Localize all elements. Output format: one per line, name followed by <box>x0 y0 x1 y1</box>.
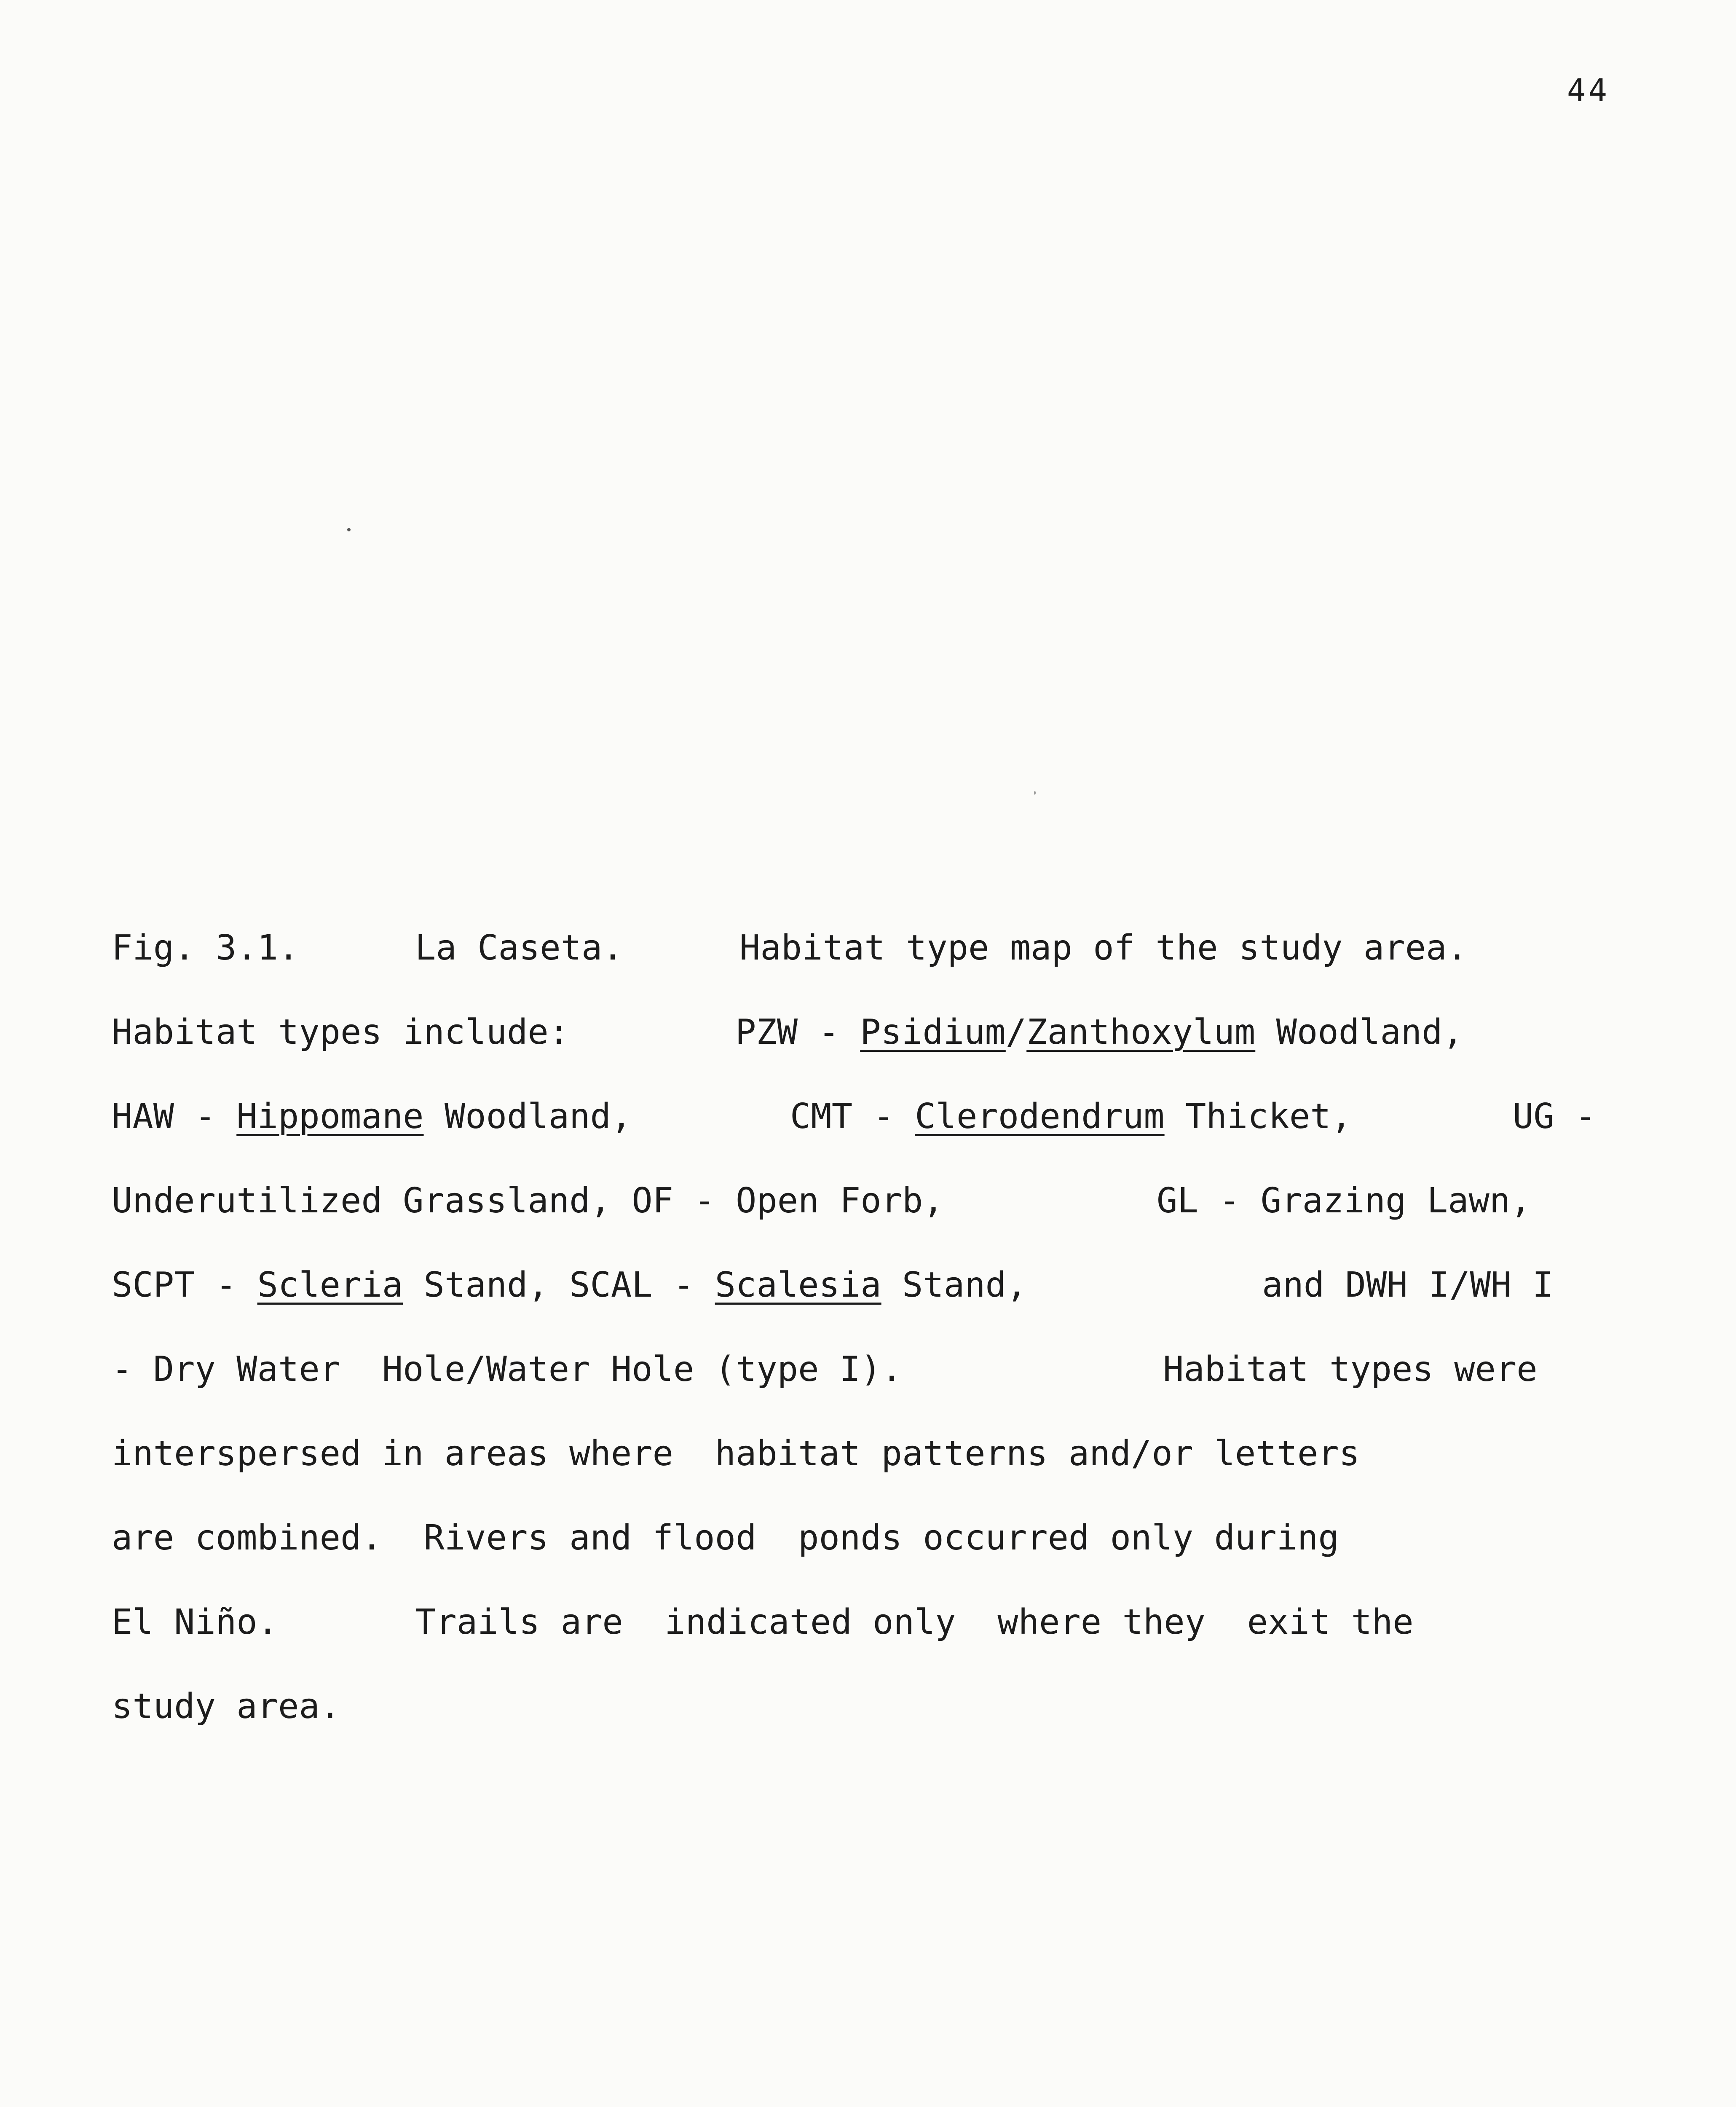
genus-name: Scleria <box>257 1265 403 1305</box>
caption-text: HAW - Hippomane Woodland, <box>112 1096 632 1137</box>
caption-text: study area. <box>112 1686 341 1726</box>
genus-name: Hippomane <box>236 1096 424 1137</box>
figure-place: La Caseta. <box>415 928 623 968</box>
genus-name: Scalesia <box>715 1265 881 1305</box>
caption-line <box>112 990 1620 1075</box>
caption-line <box>112 1496 1620 1580</box>
caption-text: Habitat types were <box>1163 1349 1538 1389</box>
caption-text: SCPT - Scleria Stand, SCAL - Scalesia Stand, <box>112 1265 1027 1305</box>
caption-line <box>112 1412 1620 1496</box>
caption-line <box>112 1327 1620 1412</box>
caption-text: and DWH I/WH I <box>1262 1265 1554 1305</box>
caption-text: - Dry Water Hole/Water Hole (type I). <box>112 1349 902 1389</box>
caption-line <box>112 1580 1620 1665</box>
figure-caption <box>112 906 1620 1749</box>
genus-name: Clerodendrum <box>915 1096 1165 1137</box>
caption-text: Habitat types include: <box>112 1012 570 1052</box>
genus-name: Psidium <box>860 1012 1006 1052</box>
scan-speck <box>1034 791 1036 795</box>
caption-text: Trails are indicated only where they exit the <box>415 1602 1414 1642</box>
caption-text: interspersed in areas where habitat patterns and/or letters <box>112 1434 1360 1474</box>
caption-line <box>112 1243 1620 1327</box>
caption-text: El Niño. <box>112 1602 278 1642</box>
caption-line <box>112 906 1620 990</box>
caption-line <box>112 1159 1620 1243</box>
caption-line <box>112 1665 1620 1749</box>
caption-line <box>112 1075 1620 1159</box>
caption-text: PZW - Psidium/Zanthoxylum Woodland, <box>735 1012 1463 1052</box>
caption-text: are combined. Rivers and flood ponds occurred only during <box>112 1518 1339 1558</box>
scan-speck <box>347 528 351 531</box>
caption-text: Underutilized Grassland, OF - Open Forb, <box>112 1181 944 1221</box>
genus-name: Zanthoxylum <box>1026 1012 1256 1052</box>
figure-title: Habitat type map of the study area. <box>739 928 1468 968</box>
caption-text: UG - <box>1513 1096 1596 1137</box>
caption-text: GL - Grazing Lawn, <box>1157 1181 1531 1221</box>
caption-text: CMT - Clerodendrum Thicket, <box>790 1096 1352 1137</box>
figure-label: Fig. 3.1. <box>112 928 299 968</box>
page-number: 44 <box>1567 72 1610 109</box>
